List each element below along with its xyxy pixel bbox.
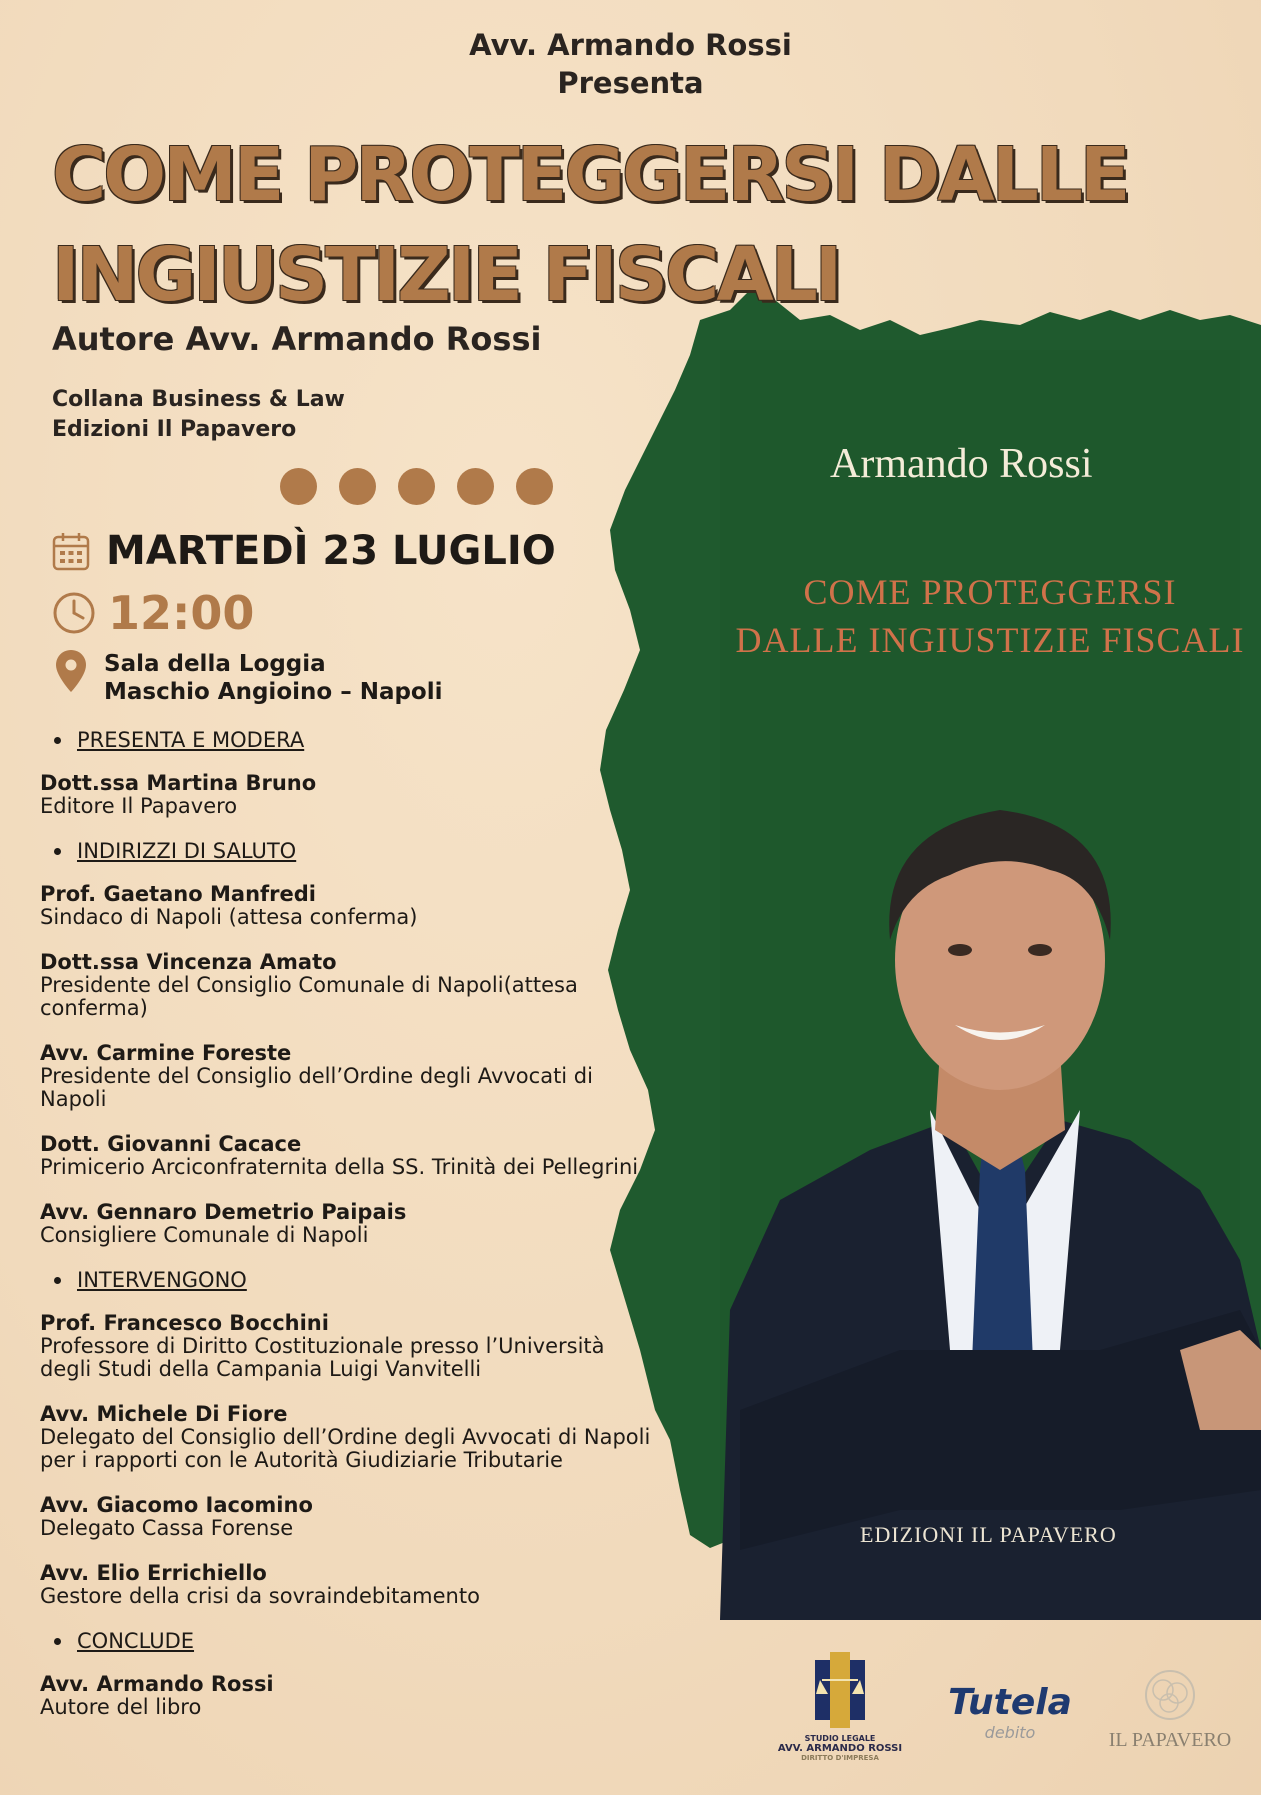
- speaker: [40, 1562, 690, 1608]
- cover-publisher: EDIZIONI IL PAPAVERO: [860, 1522, 1117, 1547]
- speaker-role: Delegato Cassa Forense: [40, 1516, 294, 1540]
- dot: [339, 468, 376, 505]
- studio-legale-logo: [765, 1650, 915, 1762]
- speaker-name: Avv. Michele Di Fiore: [40, 1402, 288, 1426]
- event-time-row: [52, 586, 254, 640]
- event-time: 12:00: [108, 586, 255, 640]
- section-intervengono: [54, 1269, 690, 1292]
- poppy-flower-icon: [1135, 1665, 1205, 1725]
- speaker-role: Presidente del Consiglio dell’Ordine degli Avvocati di Napoli: [40, 1064, 593, 1111]
- speaker-name: Dott. Giovanni Cacace: [40, 1132, 302, 1156]
- event-date-row: [52, 528, 556, 574]
- publisher-name: Edizioni Il Papavero: [52, 417, 297, 442]
- speaker: [40, 1403, 690, 1472]
- speaker: [40, 1673, 690, 1719]
- section-label: CONCLUDE: [77, 1629, 195, 1653]
- speaker-role: Autore del libro: [40, 1695, 202, 1719]
- event-place: [104, 650, 443, 706]
- clock-icon: [52, 591, 96, 635]
- section-indirizzi-di-saluto: [54, 840, 690, 863]
- speaker-name: Prof. Gaetano Manfredi: [40, 882, 316, 906]
- section-presenta-e-modera: [54, 729, 690, 752]
- speaker-name: Avv. Gennaro Demetrio Paipais: [40, 1200, 407, 1224]
- debito-text: debito: [984, 1723, 1036, 1742]
- speaker: [40, 883, 690, 929]
- book-author: Autore Avv. Armando Rossi: [52, 320, 542, 358]
- speaker-name: Avv. Carmine Foreste: [40, 1041, 292, 1065]
- speaker-name: Avv. Armando Rossi: [40, 1672, 274, 1696]
- speaker: [40, 1201, 690, 1247]
- speaker-role: Delegato del Consiglio dell’Ordine degli Avvocati di Napoli per i rapporti con le Autorità Giudiziarie Tributarie: [40, 1425, 651, 1472]
- tutela-debito-logo: [945, 1682, 1075, 1742]
- presenter-name: Avv. Armando Rossi: [469, 28, 792, 62]
- event-program: [40, 725, 690, 1741]
- studio-line1: STUDIO LEGALE: [804, 1734, 876, 1743]
- speaker-name: Avv. Giacomo Iacomino: [40, 1493, 313, 1517]
- poster-title: [52, 125, 1252, 325]
- speaker-role: Gestore della crisi da sovraindebitamento: [40, 1584, 480, 1608]
- speaker: [40, 772, 690, 818]
- decorative-dots: [280, 468, 553, 505]
- poster-title-line1: COME PROTEGGERSI DALLE: [52, 132, 1128, 218]
- series-name: Collana Business & Law: [52, 387, 345, 412]
- section-conclude: [54, 1630, 690, 1653]
- author-portrait: [700, 790, 1261, 1620]
- speaker: [40, 1042, 690, 1111]
- studio-line3: DIRITTO D'IMPRESA: [801, 1754, 879, 1762]
- studio-line2: AVV. ARMANDO ROSSI: [777, 1743, 903, 1754]
- section-label: PRESENTA E MODERA: [77, 728, 305, 752]
- event-date: MARTEDÌ 23 LUGLIO: [106, 528, 556, 574]
- cover-title-line2: DALLE INGIUSTIZIE FISCALI: [735, 620, 1245, 660]
- speaker-role: Professore di Diritto Costituzionale presso l’Università degli Studi della Campania Luigi Vanvitelli: [40, 1334, 605, 1381]
- speaker-role: Consigliere Comunale di Napoli: [40, 1223, 369, 1247]
- bullet: [54, 1277, 61, 1284]
- bullet: [54, 737, 61, 744]
- location-pin-icon: [56, 650, 86, 692]
- section-label: INDIRIZZI DI SALUTO: [77, 839, 297, 863]
- event-place-line1: Sala della Loggia: [104, 651, 326, 677]
- speaker-name: Prof. Francesco Bocchini: [40, 1311, 329, 1335]
- speaker-role: Presidente del Consiglio Comunale di Napoli(attesa conferma): [40, 973, 578, 1020]
- event-place-line2: Maschio Angioino – Napoli: [104, 679, 443, 705]
- cover-title-line1: COME PROTEGGERSI: [803, 572, 1177, 612]
- bullet: [54, 1638, 61, 1645]
- presenta-label: Presenta: [557, 66, 704, 100]
- section-label: INTERVENGONO: [77, 1268, 247, 1292]
- dot: [280, 468, 317, 505]
- speaker: [40, 951, 690, 1020]
- poster-title-line2: INGIUSTIZIE FISCALI: [52, 232, 840, 318]
- speaker-role: Editore Il Papavero: [40, 794, 238, 818]
- speaker: [40, 1312, 690, 1381]
- speaker: [40, 1133, 690, 1179]
- cover-title: [690, 568, 1261, 664]
- tutela-text: Tutela: [948, 1682, 1072, 1723]
- dot: [398, 468, 435, 505]
- speaker-name: Dott.ssa Vincenza Amato: [40, 950, 337, 974]
- cover-author: Armando Rossi: [830, 441, 1093, 487]
- event-place-row: [56, 650, 443, 706]
- dot: [457, 468, 494, 505]
- calendar-icon: [52, 531, 90, 571]
- il-papavero-logo: [1095, 1665, 1245, 1752]
- dot: [516, 468, 553, 505]
- speaker-role: Sindaco di Napoli (attesa conferma): [40, 905, 418, 929]
- speaker-name: Avv. Elio Errichiello: [40, 1561, 267, 1585]
- bullet: [54, 848, 61, 855]
- speaker: [40, 1494, 690, 1540]
- speaker-role: Primicerio Arciconfraternita della SS. Trinità dei Pellegrini: [40, 1155, 639, 1179]
- scales-of-justice-icon: [810, 1650, 870, 1730]
- speaker-name: Dott.ssa Martina Bruno: [40, 771, 317, 795]
- papavero-text: IL PAPAVERO: [1108, 1729, 1232, 1751]
- book-series: [52, 385, 345, 445]
